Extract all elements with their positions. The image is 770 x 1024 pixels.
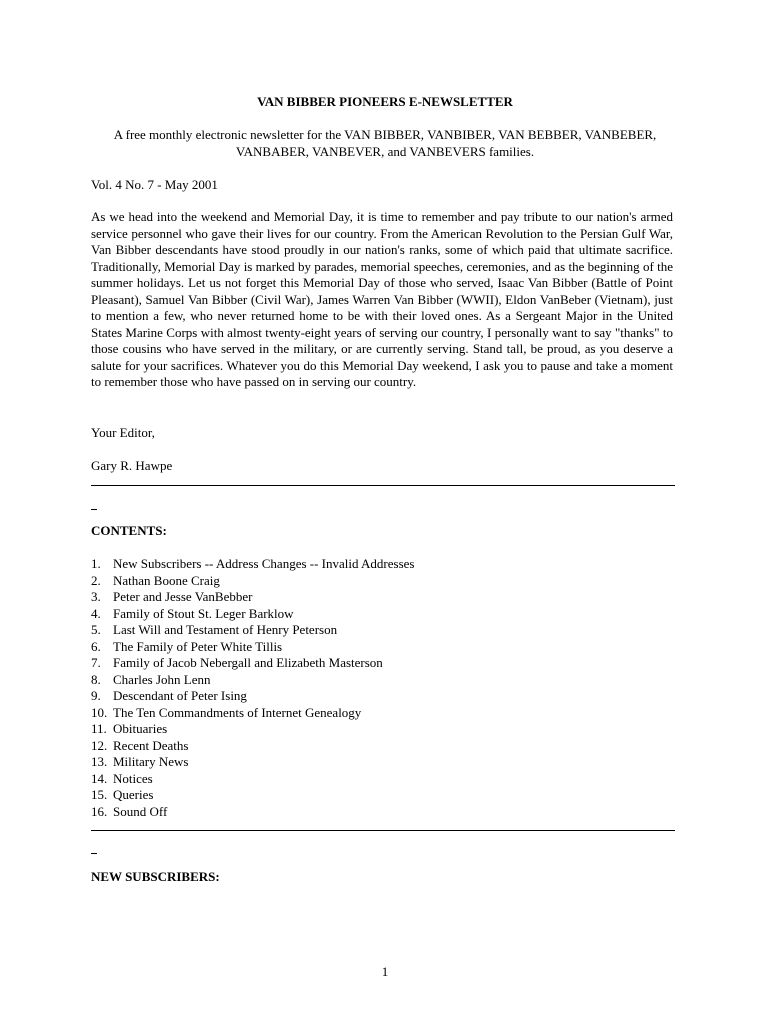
contents-item-number: 6. (91, 638, 101, 654)
section-divider-tail (91, 509, 97, 510)
contents-item-number: 8. (91, 671, 101, 687)
contents-item-number: 7. (91, 655, 101, 670)
contents-item (91, 606, 414, 623)
contents-item-label: Military News (113, 754, 189, 769)
contents-item-label: The Ten Commandments of Internet Genealogy (113, 704, 362, 720)
contents-item (91, 688, 414, 705)
contents-item-number: 3. (91, 589, 101, 604)
contents-item (91, 672, 414, 689)
contents-item-label: Obituaries (113, 721, 168, 736)
contents-item-number: 12. (91, 737, 108, 753)
contents-item-number: 13. (91, 754, 108, 769)
contents-item (91, 622, 414, 639)
newsletter-title: VAN BIBBER PIONEERS E-NEWSLETTER (257, 94, 513, 109)
contents-item-number: 9. (91, 688, 101, 703)
editor-name: Gary R. Hawpe (91, 458, 173, 473)
contents-item-label: Nathan Boone Craig (113, 572, 220, 588)
contents-item-label: Recent Deaths (113, 737, 189, 753)
contents-item-label: Family of Stout St. Leger Barklow (113, 605, 294, 621)
contents-item-number: 1. (91, 556, 101, 571)
contents-item-label: Family of Jacob Nebergall and Elizabeth Masterson (113, 655, 383, 670)
section-divider-tail (91, 853, 97, 854)
contents-item-number: 10. (91, 704, 108, 720)
contents-list (91, 556, 414, 820)
contents-item (91, 639, 414, 656)
contents-item-number: 4. (91, 605, 101, 621)
contents-item-number: 14. (91, 770, 108, 786)
contents-item-number: 15. (91, 787, 108, 802)
contents-item-number: 16. (91, 803, 108, 819)
contents-item (91, 738, 414, 755)
contents-item-label: Charles John Lenn (113, 671, 211, 687)
contents-item-label: Last Will and Testament of Henry Peterson (113, 622, 338, 637)
new-subscribers-heading: NEW SUBSCRIBERS: (91, 869, 220, 884)
section-divider (91, 830, 675, 831)
contents-item (91, 804, 414, 821)
page-number: 1 (381, 964, 389, 979)
contents-item (91, 589, 414, 606)
contents-item-label: The Family of Peter White Tillis (113, 638, 283, 654)
contents-item (91, 771, 414, 788)
contents-item (91, 721, 414, 738)
contents-item-label: Sound Off (113, 803, 168, 819)
contents-item-label: Descendant of Peter Ising (113, 688, 247, 703)
contents-item-number: 11. (91, 721, 107, 736)
section-divider (91, 485, 675, 486)
intro-paragraph: As we head into the weekend and Memorial Day, it is time to remember and pay tribute to our nation's armed service personnel who gave their lives for our country. From the American Revolution to the Persian Gulf War, Van Bibber descendants have stood proudly in our nation's ranks, some of which paid that ultimate sacrifice. Traditionally, Memorial Day is marked by parades, memorial speeches, ceremonies, and as the beginning of the summer holidays. Let us not forget this Memorial Day of those who served, Isaac Van Bibber (Battle of Point Pleasant), Samuel Van Bibber (Civil War), James Warren Van Bibber (WWII), Eldon VanBeber (Vietnam), just to mention a few, who never returned home to be with their loved ones. As a Sergeant Major in the United States Marine Corps with almost twenty-eight years of serving our country, I personally want to say "thanks" to those cousins who have served in the military, or are currently serving. Stand tall, be proud, as you deserve a salute for your sacrifices. Whatever you do this Memorial Day weekend, I ask you to pause and take a moment to remember those who have passed on in serving our country. (91, 209, 673, 389)
newsletter-subtitle: A free monthly electronic newsletter for the VAN BIBBER, VANBIBER, VAN BEBBER, VANBEBER, VANBABER, VANBEVER, and VANBEVERS families. (113, 127, 657, 159)
contents-item-label: Peter and Jesse VanBebber (113, 589, 253, 604)
contents-item-label: Notices (113, 770, 153, 786)
contents-item-number: 5. (91, 622, 101, 637)
contents-item-label: New Subscribers -- Address Changes -- Invalid Addresses (113, 556, 415, 571)
contents-heading: CONTENTS: (91, 523, 167, 538)
contents-item (91, 787, 414, 804)
contents-item (91, 705, 414, 722)
contents-item-label: Queries (113, 787, 154, 802)
contents-item (91, 655, 414, 672)
issue-volume: Vol. 4 No. 7 - May 2001 (91, 177, 218, 192)
editor-salutation: Your Editor, (91, 425, 155, 440)
contents-item-number: 2. (91, 572, 101, 588)
contents-item (91, 754, 414, 771)
contents-item (91, 573, 414, 590)
contents-item (91, 556, 414, 573)
